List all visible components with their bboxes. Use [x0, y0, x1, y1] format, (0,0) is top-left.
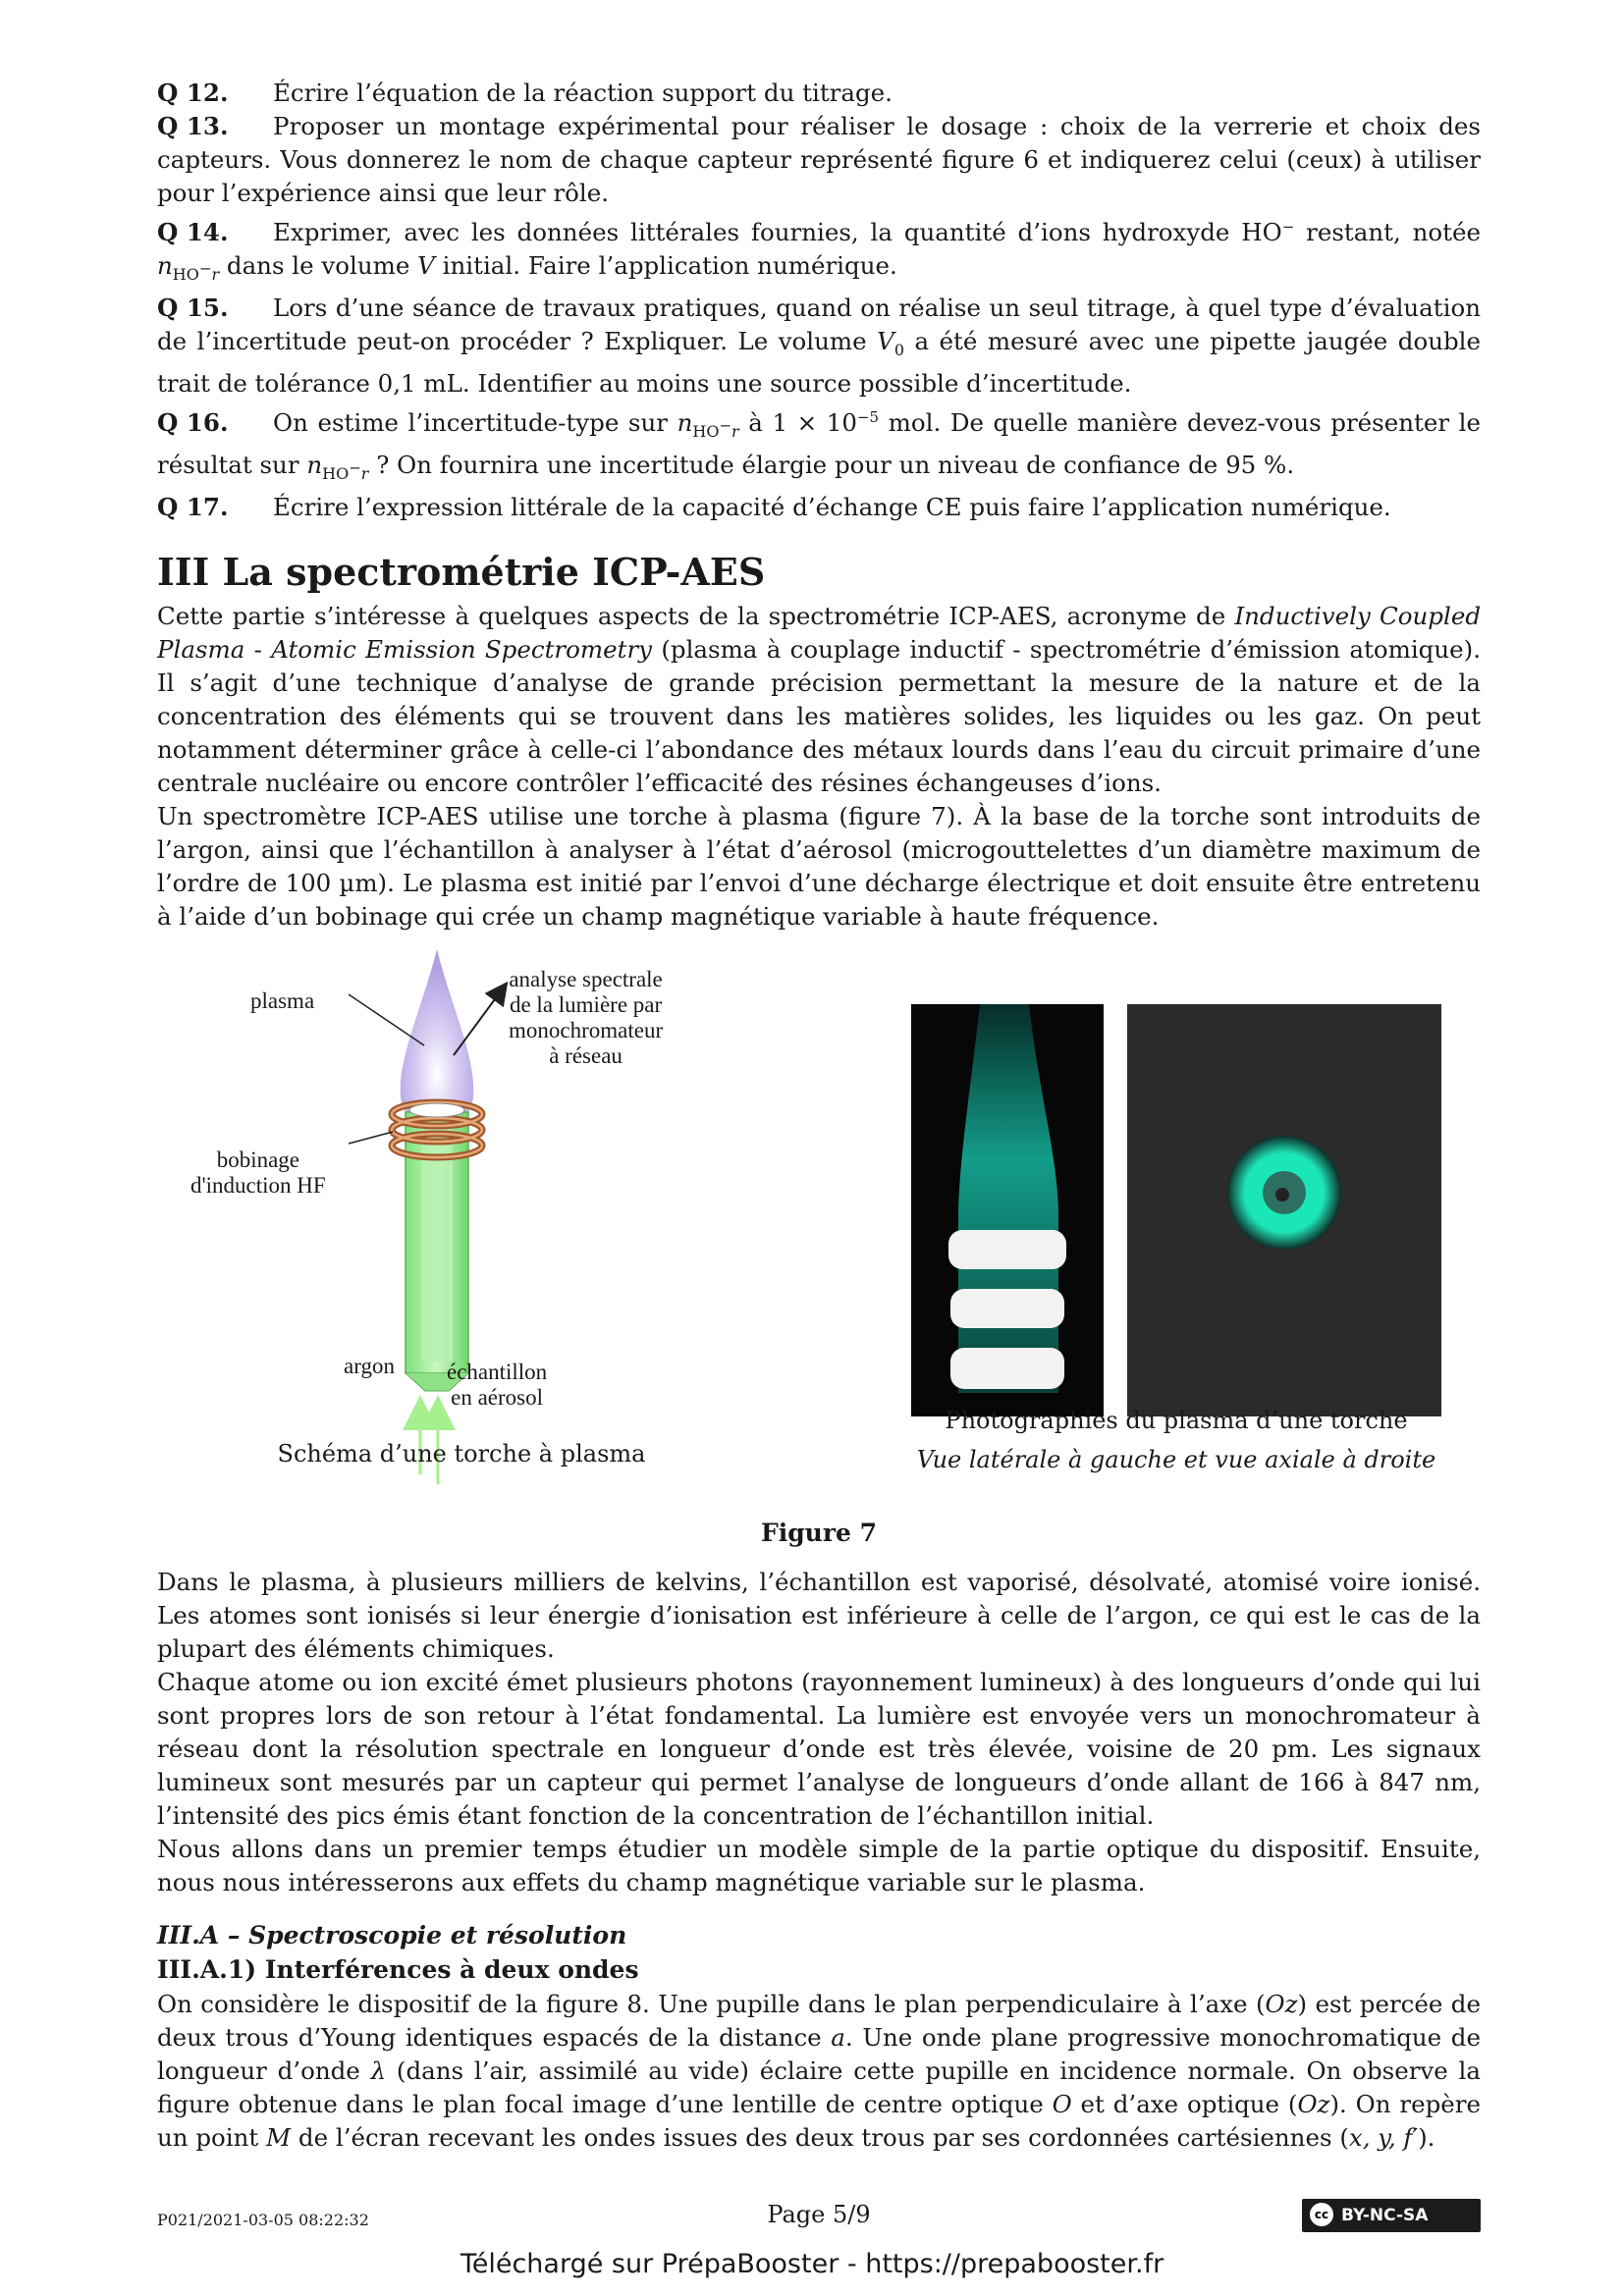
paragraph-text: ) est percée de deux trous d’Young identiques espacés de la distance [157, 1989, 1481, 2052]
paragraph-text: ). On repère un point [157, 2089, 1481, 2152]
math-symbol: Oz [1297, 2089, 1330, 2118]
section-title: III La spectrométrie ICP-AES [157, 549, 766, 594]
question-text: Proposer un montage expérimental pour réaliser le dosage : choix de la verrerie et choix des capteurs. Vous donnerez le nom de chaque capteur représenté figure 6 et indiquerez celui (ceux) à utiliser pour l’expérience ainsi que leur rôle. [157, 112, 1481, 207]
document-id: P021/2021-03-05 08:22:32 [157, 2211, 369, 2229]
label-argon: argon [344, 1353, 395, 1378]
figure-7 [157, 949, 1481, 1517]
superscript: −5 [856, 407, 880, 426]
page-footer [157, 2199, 1481, 2238]
question-text: mol. De quelle manière devez-vous présenter le résultat sur [157, 408, 1481, 479]
question-number: Q 16. [157, 408, 229, 438]
label-plasma: plasma [250, 988, 315, 1013]
question-text: dans le volume [219, 251, 418, 281]
paragraph: Nous allons dans un premier temps étudier un modèle simple de la partie optique du dispositif. Ensuite, nous nous intéresserons aux effets du champ magnétique variable sur le plasma. [157, 1834, 1481, 1896]
question-number: Q 17. [157, 492, 229, 521]
subscript: HO [692, 421, 720, 441]
label-induction-coil: bobinage d'induction HF [190, 1147, 326, 1198]
paragraph-text: Cette partie s’intéresse à quelques aspects de la spectrométrie ICP-AES, acronyme de [157, 601, 1235, 630]
math-symbol: a [831, 2022, 845, 2052]
question-number: Q 12. [157, 79, 229, 107]
question-text: ? On fournira une incertitude élargie pour un niveau de confiance de 95 %. [368, 450, 1295, 479]
paragraph-text: (dans l’air, assimilé au vide) éclaire cette pupille en incidence normale. On observe la figure obtenue dans le plan focal image d’une lentille de centre optique [157, 2056, 1481, 2118]
question-text: On estime l’incertitude-type sur [273, 408, 677, 438]
question-12 [157, 77, 1481, 110]
superscript: − [1281, 218, 1295, 236]
superscript: − [198, 259, 212, 278]
download-notice[interactable]: Téléchargé sur PrépaBooster - https://prepabooster.fr [460, 2249, 1164, 2279]
paragraph: Dans le plasma, à plusieurs milliers de kelvins, l’échantillon est vaporisé, désolvaté, atomisé voire ionisé. Les atomes sont ionisés si leur énergie d’ionisation est inférieure à celle de l’argon, ce qui est le cas de la plupart des éléments chimiques. [157, 1567, 1481, 1663]
math-symbol: V [417, 251, 435, 281]
caption-torch-schematic: Schéma d’une torche à plasma [277, 1439, 646, 1468]
math-symbol: x, y, f′ [1348, 2122, 1419, 2152]
paragraph: Chaque atome ou ion excité émet plusieurs photons (rayonnement lumineux) à des longueurs d’onde qui lui sont propres lors de son retour à l’état fondamental. La lumière est envoyée vers un monochromateur à réseau dont la résolution spectrale en longueur d’onde est très élevée, voisine de 20 pm. Les signaux lumineux sont mesurés par un capteur qui permet l’analyse de longueurs d’onde allant de 166 à 847 nm, l’intensité des pics émis étant fonction de la concentration de l’échantillon initial. [157, 1667, 1481, 1830]
caption-photographs: Photographies du plasma d’une torche [945, 1406, 1408, 1434]
math-symbol: n [306, 450, 323, 479]
subcaption-photographs: Vue latérale à gauche et vue axiale à droite [916, 1445, 1436, 1473]
acronym-expansion: Inductively Coupled Plasma - Atomic Emission Spectrometry [157, 601, 1481, 664]
question-15 [157, 292, 1481, 400]
license-badge[interactable] [1302, 2199, 1481, 2232]
subscript: HO [322, 463, 350, 483]
subscript: r [731, 421, 739, 441]
figure-title: Figure 7 [760, 1518, 878, 1547]
label-spectral-analysis: analyse spectrale de la lumière par monochromateur à réseau [509, 966, 664, 1068]
question-text: à 1 × 10 [738, 408, 857, 438]
paragraph-text: et d’axe optique ( [1071, 2089, 1298, 2118]
paragraph [157, 600, 1481, 800]
math-symbol: n [157, 251, 173, 281]
subsubsection-title: III.A.1) Interférences à deux ondes [157, 1954, 639, 1984]
question-number: Q 13. [157, 112, 229, 140]
paragraph-text: (plasma à couplage inductif - spectrométrie d’émission atomique). Il s’agit d’une technique d’analyse de grande précision permettant la mesure de la nature et de la concentration des éléments qui se trouvent dans les matières solides, les liquides ou les gaz. On peut notamment déterminer grâce à celle-ci l’abondance des métaux lourds dans l’eau du circuit primaire d’une centrale nucléaire ou encore contrôler l’efficacité des résines échangeuses d’ions. [157, 634, 1481, 797]
math-symbol: O [1052, 2089, 1072, 2118]
math-symbol: V [877, 327, 894, 356]
subscript: r [360, 463, 369, 483]
license-text: BY-NC-SA [1341, 2206, 1429, 2225]
math-symbol: Oz [1265, 1989, 1298, 2018]
question-14 [157, 210, 1481, 292]
question-text: Écrire l’équation de la réaction support du titrage. [273, 79, 893, 107]
question-16 [157, 400, 1481, 491]
subscript: 0 [893, 340, 905, 359]
paragraph-text: ). [1418, 2122, 1435, 2152]
math-symbol: λ [370, 2056, 387, 2085]
page-number: Page 5/9 [767, 2201, 871, 2228]
plasma-photographs [911, 949, 1441, 1499]
question-13 [157, 110, 1481, 210]
paragraph-text: de l’écran recevant les ondes issues des deux trous par ses cordonnées cartésiennes ( [291, 2122, 1349, 2152]
question-text: initial. Faire l’application numérique. [434, 251, 897, 281]
subsection-title: III.A – Spectroscopie et résolution [157, 1920, 627, 1949]
plasma-torch-diagram [196, 949, 746, 1499]
paragraph: Un spectromètre ICP-AES utilise une torche à plasma (figure 7). À la base de la torche sont introduits de l’argon, ainsi que l’échantillon à analyser à l’état d’aérosol (microgouttelettes d’un diamètre maximum de l’ordre de 100 µm). Le plasma est initié par l’envoi d’une décharge électrique et doit ensuite être entretenu à l’aide d’un bobinage qui crée un champ magnétique variable à haute fréquence. [157, 801, 1481, 931]
question-text: Écrire l’expression littérale de la capacité d’échange CE puis faire l’application numérique. [273, 492, 1391, 521]
question-number: Q 14. [157, 218, 229, 247]
paragraph-text: On considère le dispositif de la figure 8. Une pupille dans le plan perpendiculaire à l’axe ( [157, 1989, 1266, 2018]
math-symbol: n [677, 408, 693, 438]
question-number: Q 15. [157, 294, 229, 323]
subscript: r [211, 265, 220, 285]
math-symbol: M [266, 2122, 292, 2152]
superscript: − [349, 458, 361, 477]
torch-schematic [190, 949, 746, 1499]
creative-commons-icon: cc [1310, 2203, 1333, 2226]
subscript: HO [172, 265, 199, 285]
plasma-photos [911, 1004, 1441, 1416]
question-17 [157, 491, 1481, 524]
question-text: Lors d’une séance de travaux pratiques, quand on réalise un seul titrage, à quel type d’évaluation de l’incertitude peut-on procéder ? Expliquer. Le volume [157, 294, 1481, 356]
paragraph [157, 1988, 1481, 2155]
page-content [157, 77, 1481, 2155]
question-text: Exprimer, avec les données littérales fournies, la quantité d’ions hydroxyde HO [273, 218, 1282, 247]
paragraph-text: . Une onde plane progressive monochromatique de longueur d’onde [157, 2022, 1481, 2085]
label-sample-aerosol: échantillon en aérosol [447, 1359, 548, 1410]
question-text: a été mesuré avec une pipette jaugée double trait de tolérance 0,1 mL. Identifier au moins une source possible d’incertitude. [157, 327, 1482, 398]
question-text: restant, notée [1294, 218, 1481, 247]
superscript: − [719, 416, 732, 435]
